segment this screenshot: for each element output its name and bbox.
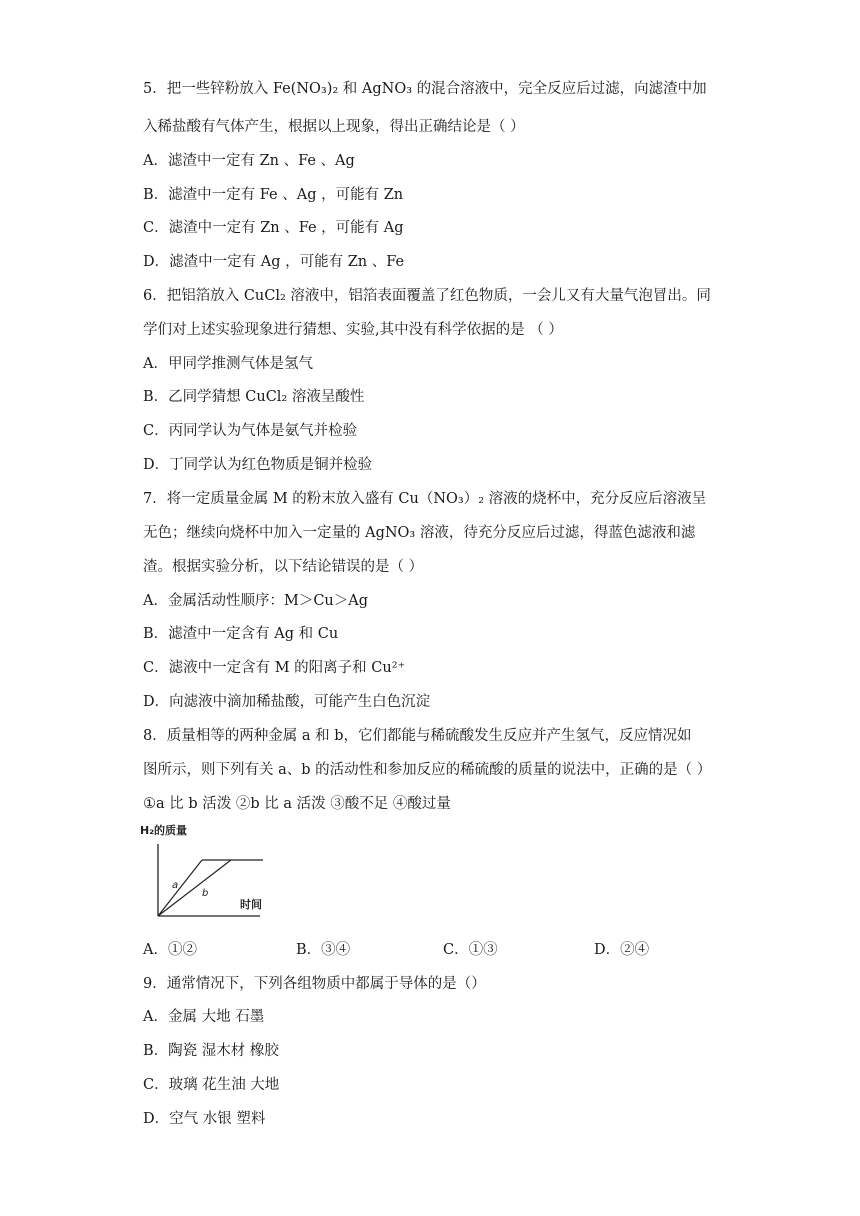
q5-option-a: A．滤渣中一定有 Zn 、Fe 、Ag: [143, 153, 355, 169]
q5-option-c: C．滤渣中一定有 Zn 、Fe ，可能有 Ag: [143, 220, 404, 236]
q9-option-d: D．空气 水银 塑料: [143, 1111, 266, 1127]
q5-stem-line1: 5．把一些锌粉放入 Fe(NO₃)₂ 和 AgNO₃ 的混合溶液中，完全反应后过滤，向滤渣中加: [143, 81, 707, 97]
q8-option-c: C．①③: [443, 942, 498, 958]
q7-stem-line2: 无色；继续向烧杯中加入一定量的 AgNO₃ 溶液，待充分反应后过滤，得蓝色滤液和滤: [143, 525, 696, 541]
q8-statements: ①a 比 b 活泼 ②b 比 a 活泼 ③酸不足 ④酸过量: [143, 796, 451, 812]
q7-stem-line1: 7．将一定质量金属 M 的粉末放入盛有 Cu（NO₃）₂ 溶液的烧杯中，充分反应后溶液呈: [143, 491, 707, 507]
q9-stem: 9．通常情况下，下列各组物质中都属于导体的是（）: [143, 976, 486, 992]
q5-option-d: D．滤渣中一定有 Ag ，可能有 Zn 、Fe: [143, 254, 405, 270]
q6-option-d: D．丁同学认为红色物质是铜并检验: [143, 457, 373, 473]
q7-option-b: B．滤渣中一定含有 Ag 和 Cu: [143, 626, 339, 642]
q8-option-a: A．①②: [143, 942, 197, 958]
q6-stem-line1: 6．把铝箔放入 CuCl₂ 溶液中，铝箔表面覆盖了红色物质，一会儿又有大量气泡冒出。同: [143, 288, 711, 304]
q7-option-d: D．向滤液中滴加稀盐酸，可能产生白色沉淀: [143, 694, 431, 710]
graph-label-a: a: [172, 880, 179, 891]
graph-x-axis-label: 时间: [240, 898, 262, 911]
q5-stem-line2: 入稀盐酸有气体产生，根据以上现象，得出正确结论是（ ）: [143, 119, 525, 135]
graph-y-axis-label: H₂的质量: [140, 824, 188, 837]
q7-option-a: A．金属活动性顺序：M＞Cu＞Ag: [143, 593, 369, 609]
q6-stem-line2: 学们对上述实验现象进行猜想、实验,其中没有科学依据的是 （ ）: [143, 322, 563, 338]
q9-option-b: B．陶瓷 湿木材 橡胶: [143, 1043, 279, 1059]
q5-option-b: B．滤渣中一定有 Fe 、Ag ，可能有 Zn: [143, 187, 404, 203]
q6-option-a: A．甲同学推测气体是氢气: [143, 356, 313, 372]
q8-option-d: D．②④: [594, 942, 650, 958]
q6-option-c: C．丙同学认为气体是氨气并检验: [143, 423, 358, 439]
q9-option-a: A．金属 大地 石墨: [143, 1009, 265, 1025]
h2-mass-time-graph: [140, 822, 270, 922]
graph-label-b: b: [202, 888, 209, 899]
q6-option-b: B．乙同学猜想 CuCl₂ 溶液呈酸性: [143, 389, 365, 405]
q8-stem-line2: 图所示，则下列有关 a、b 的活动性和参加反应的稀硫酸的质量的说法中，正确的是（ ）: [143, 762, 712, 778]
q8-stem-line1: 8．质量相等的两种金属 a 和 b，它们都能与稀硫酸发生反应并产生氢气，反应情况如: [143, 728, 692, 744]
q9-option-c: C．玻璃 花生油 大地: [143, 1077, 280, 1093]
graph-curve-b: [158, 860, 231, 916]
q8-option-b: B．③④: [296, 942, 351, 958]
q7-option-c: C．滤液中一定含有 M 的阳离子和 Cu²⁺: [143, 660, 406, 676]
q7-stem-line3: 渣。根据实验分析，以下结论错误的是（ ）: [143, 559, 424, 575]
